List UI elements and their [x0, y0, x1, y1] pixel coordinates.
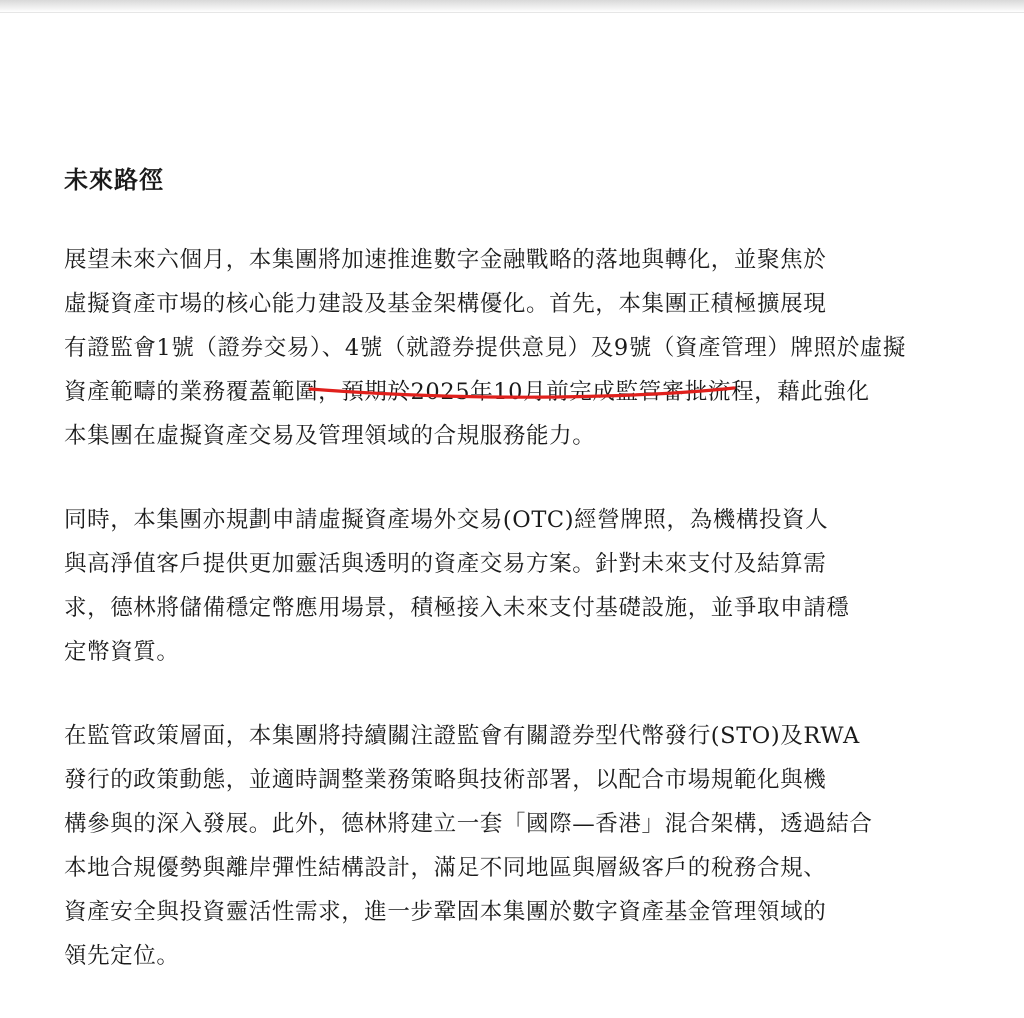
paragraph-line: 本地合規優勢與離岸彈性結構設計，滿足不同地區與層級客戶的稅務合規、 [64, 855, 827, 881]
paragraph-1 [64, 238, 984, 458]
paragraph-line: 有證監會1號（證券交易）、4號（就證券提供意見）及9號（資產管理）牌照於虛擬 [64, 335, 906, 361]
paragraph-3 [64, 714, 984, 978]
window-top-bar [0, 0, 1024, 13]
paragraph-line: 本集團在虛擬資產交易及管理領域的合規服務能力。 [64, 423, 596, 449]
paragraph-line: 發行的政策動態，並適時調整業務策略與技術部署，以配合市場規範化與機 [64, 767, 827, 793]
paragraph-line: 展望未來六個月，本集團將加速推進數字金融戰略的落地與轉化，並聚焦於 [64, 247, 827, 273]
paragraph-line: 資產安全與投資靈活性需求，進一步鞏固本集團於數字資產基金管理領域的 [64, 899, 827, 925]
paragraph-line: 構參與的深入發展。此外，德林將建立一套「國際—香港」混合架構，透過結合 [64, 811, 873, 837]
paragraph-2 [64, 498, 984, 674]
paragraph-line: 定幣資質。 [64, 639, 180, 665]
paragraph-line: 資產範疇的業務覆蓋範圍，預期於2025年10月前完成監管審批流程，藉此強化 [64, 379, 870, 405]
paragraph-line: 虛擬資產市場的核心能力建設及基金架構優化。首先，本集團正積極擴展現 [64, 291, 827, 317]
paragraph-line: 在監管政策層面，本集團將持續關注證監會有關證券型代幣發行(STO)及RWA [64, 723, 860, 749]
section-heading: 未來路徑 [64, 166, 164, 194]
paragraph-line: 同時，本集團亦規劃申請虛擬資產場外交易(OTC)經營牌照，為機構投資人 [64, 507, 829, 533]
paragraph-line: 領先定位。 [64, 943, 180, 969]
document-page [64, 160, 984, 1018]
paragraph-line: 與高淨值客戶提供更加靈活與透明的資產交易方案。針對未來支付及結算需 [64, 551, 827, 577]
paragraph-line: 求，德林將儲備穩定幣應用場景，積極接入未來支付基礎設施，並爭取申請穩 [64, 595, 850, 621]
